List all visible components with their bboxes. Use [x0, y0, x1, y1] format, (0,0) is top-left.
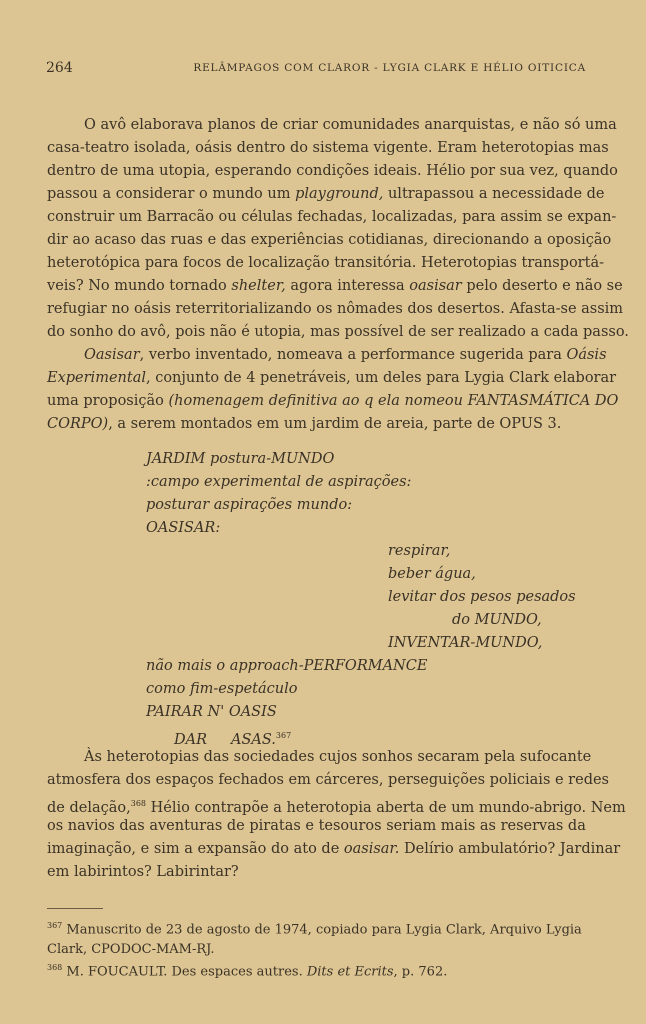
para3-line: imaginação, e sim a expansão do ato de oasisar. Delírio ambulatório? Jardinar — [47, 841, 621, 857]
footnote-divider — [47, 908, 103, 909]
para3-line: em labirintos? Labirintar? — [47, 864, 239, 880]
poem-line: não mais o approach-PERFORMANCE — [146, 658, 428, 674]
para3-line: Às heterotopias das sociedades cujos sonhos secaram pela sufocante — [84, 749, 592, 765]
para1-line: veis? No mundo tornado shelter, agora interessa oasisar pelo deserto e não se — [47, 278, 623, 294]
poem-line: beber água, — [388, 566, 476, 582]
running-title: RELÂMPAGOS COM CLAROR - LYGIA CLARK E HÉLIO OITICICA — [193, 62, 586, 74]
para3-line: os navios das aventuras de piratas e tesouros seriam mais as reservas da — [47, 818, 586, 834]
para1-line: passou a considerar o mundo um playground, ultrapassou a necessidade de — [47, 186, 605, 202]
poem-line: JARDIM postura-MUNDO — [146, 451, 335, 467]
para2-line: CORPO), a serem montados em um jardim de areia, parte de OPUS 3. — [47, 416, 562, 432]
para2-line: Experimental, conjunto de 4 penetráveis, um deles para Lygia Clark elaborar — [47, 370, 617, 386]
poem-line: do MUNDO, — [452, 612, 542, 628]
para2-line: uma proposição (homenagem definitiva ao q ela nomeou FANTASMÁTICA DO — [47, 393, 619, 409]
para1-line: O avô elaborava planos de criar comunidades anarquistas, e não só uma — [84, 117, 617, 133]
para1-line: construir um Barracão ou células fechadas, localizadas, para assim se expan- — [47, 209, 617, 225]
page-number: 264 — [46, 60, 73, 76]
poem-line: OASISAR: — [146, 520, 221, 536]
poem-line: PAIRAR N' OASIS — [146, 704, 277, 720]
main-text-continued — [47, 746, 626, 884]
poem-line: respirar, — [388, 543, 451, 559]
para3-line: de delação,$^{368}$ Hélio contrapõe a heterotopia aberta de um mundo-abrigo. Nem — [47, 799, 626, 816]
footnote-ref: 368 — [130, 799, 147, 808]
para1-line: casa-teatro isolada, oásis dentro do sistema vigente. Eram heterotopias mas — [47, 140, 609, 156]
para2-line: Oasisar, verbo inventado, nomeava a performance sugerida para Oásis — [84, 347, 607, 363]
para1-line: dir ao acaso das ruas e das experiências cotidianas, direcionando a oposição — [47, 232, 612, 248]
poem-line: posturar aspirações mundo: — [146, 497, 353, 513]
footnote-367 — [47, 916, 582, 960]
footnote-line: $^{368}$ M. FOUCAULT. Des espaces autres. Dits et Ecrits, p. 762. — [47, 963, 448, 980]
page-header — [46, 60, 586, 80]
footnote-368 — [47, 958, 578, 982]
poem-line: :campo experimental de aspirações: — [146, 474, 412, 490]
main-text — [47, 114, 629, 436]
footnote-ref: 367 — [275, 731, 292, 740]
poem-line: levitar dos pesos pesados — [388, 589, 576, 605]
para3-line: atmosfera dos espaços fechados em cárceres, perseguições policiais e redes — [47, 772, 610, 788]
para1-line: refugiar no oásis reterritorializando os nômades dos desertos. Afasta-se assim — [47, 301, 624, 317]
poem-line: DAR ASAS.$^{367}$ — [174, 731, 292, 748]
footnote-line: $^{367}$ Manuscrito de 23 de agosto de 1974, copiado para Lygia Clark, Arquivo Lygia — [47, 921, 582, 938]
footnote-line: Clark, CPODOC-MAM-RJ. — [47, 942, 215, 958]
para1-line: heterotópica para focos de localização transitória. Heterotopias transportá- — [47, 255, 604, 271]
para1-line: dentro de uma utopia, esperando condições ideais. Hélio por sua vez, quando — [47, 163, 618, 179]
poem-line: INVENTAR-MUNDO, — [388, 635, 543, 651]
poem-line: como fim-espetáculo — [146, 681, 298, 697]
para1-line: do sonho do avô, pois não é utopia, mas possível de ser realizado a cada passo. — [47, 324, 629, 340]
